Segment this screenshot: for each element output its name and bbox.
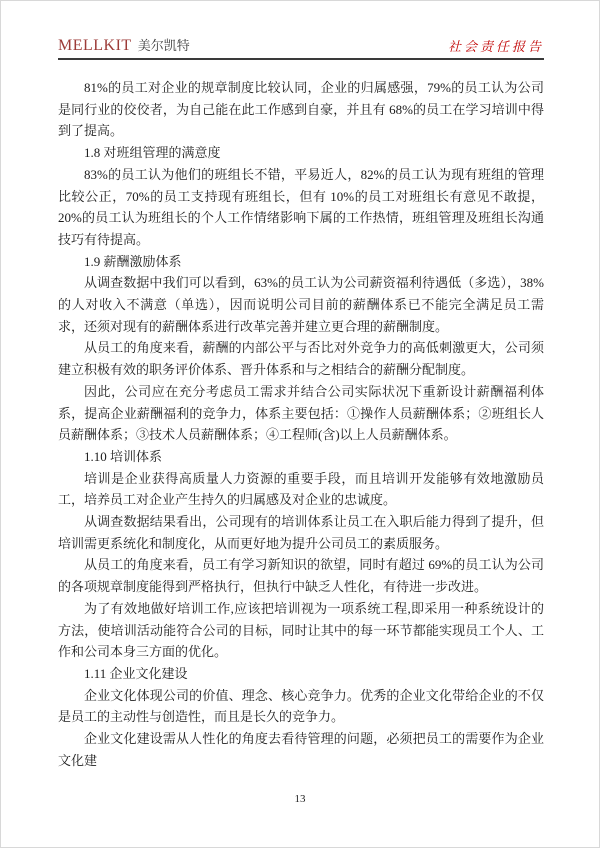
brand-name-chinese: 美尔凯特	[137, 38, 190, 53]
document-body	[58, 77, 544, 772]
paragraph: 83%的员工认为他们的班组长不错，平易近人，82%的员工认为现有班组的管理比较公正，70%的员工支持现有班组长，但有 10%的员工对班组长有意见不敢提，20%的员工认为班组长的个人工作情绪影响下属的工作热情，班组管理及班组长沟通技巧有待提高。	[58, 166, 544, 247]
paragraph: 企业文化建设需从人性化的角度去看待管理的问题，必须把员工的需要作为企业文化建	[58, 731, 544, 768]
section-heading-1-10: 1.10 培训体系	[84, 448, 163, 464]
document-title: 社会责任报告	[447, 39, 544, 54]
paragraph: 因此，公司应在充分考虑员工需求并结合公司实际状况下重新设计薪酬福利体系，提高企业薪酬福利的竞争力，体系主要包括：①操作人员薪酬体系；②班组长人员薪酬体系；③技术人员薪酬体系；④工程师(含)以上人员薪酬体系。	[58, 383, 544, 443]
paragraph: 企业文化体现公司的价值、理念、核心竞争力。优秀的企业文化带给企业的不仅是员工的主动性与创造性，而且是长久的竞争力。	[58, 687, 544, 725]
paragraph: 从员工的角度来看，员工有学习新知识的欲望，同时有超过 69%的员工认为公司的各项规章制度能得到严格执行，但执行中缺乏人性化，有待进一步改进。	[58, 557, 544, 595]
brand-logo	[58, 35, 190, 55]
paragraph: 为了有效地做好培训工作,应该把培训视为一项系统工程,即采用一种系统设计的方法，使培训活动能符合公司的目标，同时让其中的每一环节都能实现员工个人、工作和公司本身三方面的优化。	[58, 600, 544, 660]
page-header	[58, 35, 544, 60]
section-heading-1-9: 1.9 薪酬激励体系	[84, 253, 182, 269]
paragraph: 培训是企业获得高质量人力资源的重要手段，而且培训开发能够有效地激励员工，培养员工对企业产生持久的归属感及对企业的忠诚度。	[58, 470, 544, 508]
section-heading-1-8: 1.8 对班组管理的满意度	[84, 145, 221, 161]
section-heading-1-11: 1.11 企业文化建设	[84, 665, 188, 681]
paragraph: 从员工的角度来看，薪酬的内部公平与否比对外竞争力的高低刺激更大，公司须建立积极有效的职务评价体系、晋升体系和与之相结合的薪酬分配制度。	[58, 340, 544, 378]
paragraph: 81%的员工对企业的规章制度比较认同，企业的归属感强，79%的员工认为公司是同行业的佼佼者，为自己能在此工作感到自豪，并且有 68%的员工在学习培训中得到了提高。	[58, 80, 544, 139]
brand-name-english: MELLKIT	[58, 37, 132, 54]
paragraph: 从调查数据中我们可以看到，63%的员工认为公司薪资福利待遇低（多选），38%的人对收入不满意（单选），因而说明公司目前的薪酬体系已不能完全满足员工需求，还须对现有的薪酬体系进行改革完善并建立更合理的薪酬制度。	[58, 275, 544, 334]
paragraph: 从调查数据结果看出，公司现有的培训体系让员工在入职后能力得到了提升，但培训需更系统化和制度化，从而更好地为提升公司员工的素质服务。	[58, 514, 544, 551]
page-number: 13	[294, 793, 306, 805]
